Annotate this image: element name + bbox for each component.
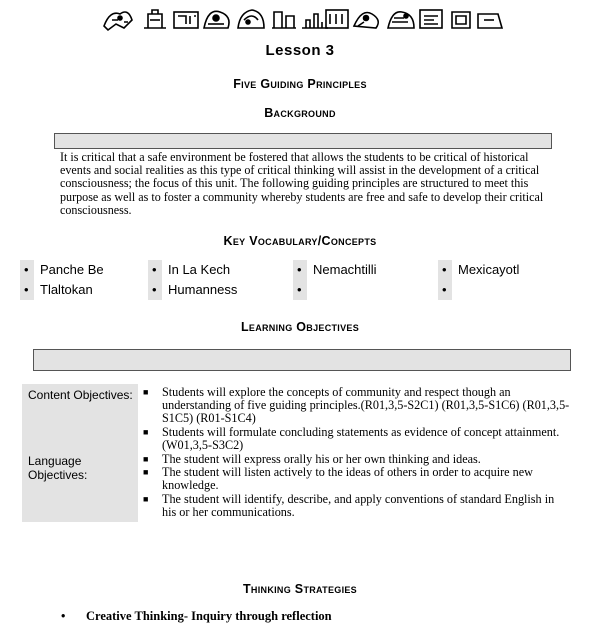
list-item bbox=[140, 386, 570, 426]
vocab-term: Mexicayotl bbox=[458, 262, 520, 277]
vocab-column bbox=[20, 260, 104, 304]
bullet-icon: • bbox=[61, 609, 66, 623]
glyph-icon bbox=[272, 12, 296, 28]
list-item bbox=[140, 426, 570, 452]
glyph-icon bbox=[326, 10, 348, 28]
square-bullet-icon: ■ bbox=[143, 467, 149, 478]
vocab-term: Humanness bbox=[168, 282, 238, 297]
objective-text: Students will explore the concepts of community and respect though an understanding of five guiding principles.(R01,3,5-S2C1) (R01,3,5-S1C6) (R01,3,5-S1C5) (R01-S1C4) bbox=[162, 385, 570, 426]
lesson-title: Lesson 3 bbox=[265, 42, 335, 59]
thinking-strategy-text: Creative Thinking- Inquiry through reflection bbox=[86, 609, 332, 623]
language-objectives-label: Language Objectives: bbox=[22, 450, 138, 522]
thinking-strategy-item bbox=[52, 609, 332, 624]
page-subtitle: Five Guiding Principles bbox=[233, 77, 367, 91]
glyph-icon bbox=[204, 11, 229, 28]
vocab-term: Nemachtilli bbox=[313, 262, 377, 277]
glyph-icon bbox=[144, 10, 166, 28]
aztec-glyph-banner bbox=[0, 4, 600, 32]
content-objectives-list bbox=[140, 386, 570, 452]
background-paragraph: It is critical that a safe environment be fostered that allows the students to be critical of historical events and social realities as this type of critical thinking will assist in the development of a critical consciousness; the focus of this unit. The following guiding principles are structured to meet this purpose as well as to foster a community whereby students are free and safe to develop their critical consciousness. bbox=[60, 150, 544, 217]
language-objectives-list bbox=[140, 453, 570, 519]
background-heading: Background bbox=[264, 106, 336, 120]
glyph-icon bbox=[238, 10, 264, 28]
bullet-icon: • bbox=[152, 262, 157, 277]
glyph-icon bbox=[478, 14, 502, 28]
glyph-icon bbox=[452, 12, 470, 28]
objective-text: Students will formulate concluding statements as evidence of concept attainment. (W01,3,5-S3C2) bbox=[162, 424, 560, 452]
glyph-icon bbox=[354, 13, 378, 29]
vocab-column bbox=[148, 260, 237, 304]
vocab-column bbox=[438, 260, 519, 304]
glyph-icon bbox=[174, 12, 198, 28]
square-bullet-icon: ■ bbox=[143, 426, 149, 437]
bullet-icon: • bbox=[24, 262, 29, 277]
vocab-term: Panche Be bbox=[40, 262, 104, 277]
square-bullet-icon: ■ bbox=[143, 387, 149, 397]
bullet-icon: • bbox=[442, 262, 447, 277]
glyph-icon bbox=[302, 14, 328, 28]
glyph-icon bbox=[420, 10, 442, 28]
objective-text: The student will express orally his or her own thinking and ideas. bbox=[162, 452, 481, 466]
vocabulary-heading: Key Vocabulary/Concepts bbox=[223, 234, 377, 248]
section-divider-bar bbox=[54, 133, 552, 149]
bullet-icon: • bbox=[442, 282, 447, 297]
section-divider-bar bbox=[33, 349, 571, 371]
bullet-icon: • bbox=[297, 282, 302, 297]
objective-text: The student will listen actively to the ideas of others in order to acquire new knowledge. bbox=[162, 465, 533, 493]
content-objectives-label: Content Objectives: bbox=[22, 384, 138, 450]
glyph-icon bbox=[104, 12, 132, 30]
bullet-icon: • bbox=[297, 262, 302, 277]
objective-text: The student will identify, describe, and apply conventions of standard English in his or her communications. bbox=[162, 491, 555, 519]
list-item bbox=[140, 493, 570, 519]
square-bullet-icon: ■ bbox=[143, 493, 149, 504]
list-item bbox=[140, 466, 570, 492]
bullet-icon: • bbox=[152, 282, 157, 297]
vocab-term: In La Kech bbox=[168, 262, 231, 277]
bullet-icon: • bbox=[24, 282, 29, 297]
thinking-strategies-heading: Thinking Strategies bbox=[243, 582, 357, 596]
glyph-icon bbox=[388, 12, 414, 28]
vocab-column bbox=[293, 260, 377, 304]
objectives-heading: Learning Objectives bbox=[240, 320, 360, 334]
vocab-term: Tlaltokan bbox=[40, 282, 93, 297]
square-bullet-icon: ■ bbox=[143, 454, 149, 464]
